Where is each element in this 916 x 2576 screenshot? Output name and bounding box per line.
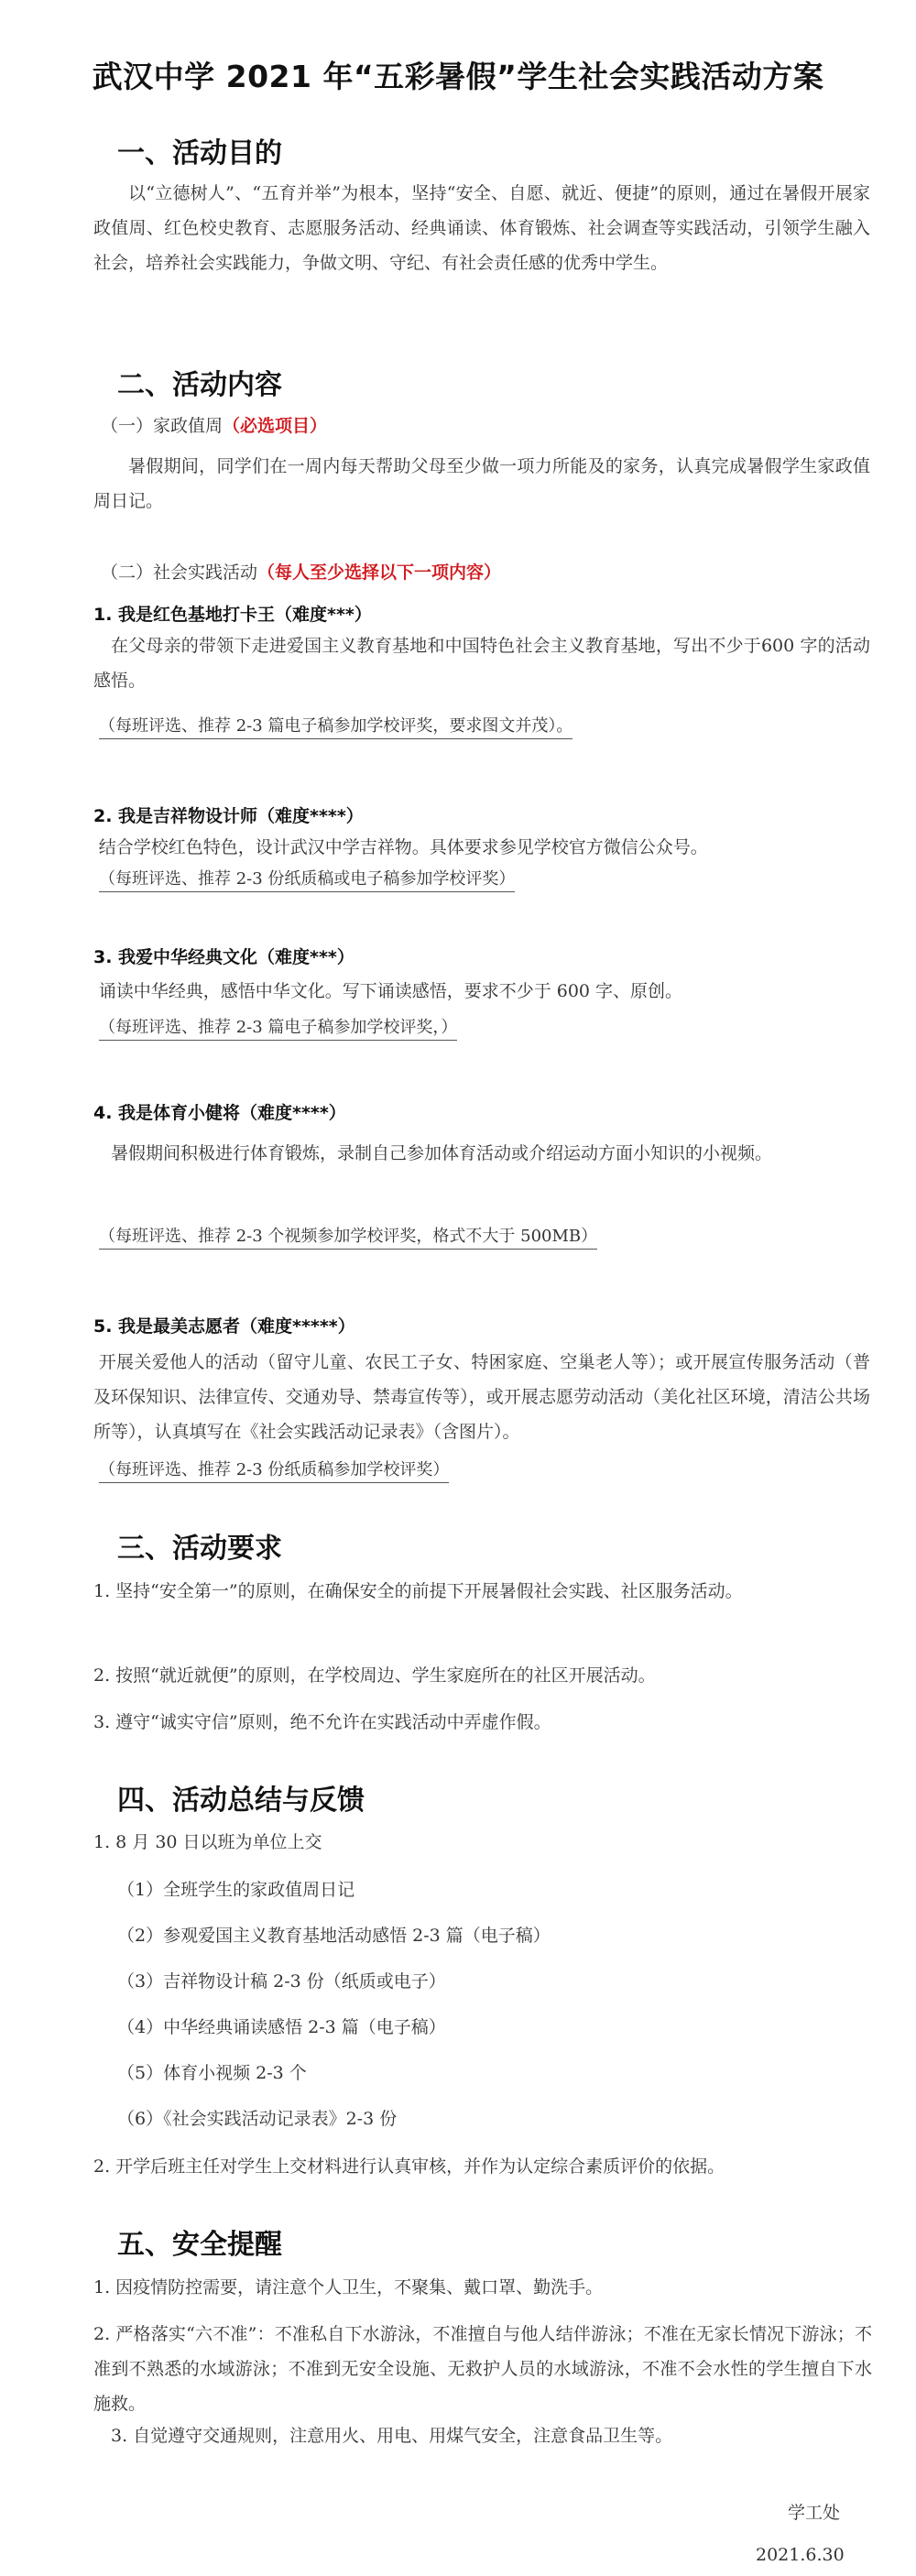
subsection-social-practice [101,559,501,584]
signature-date: 2021.6.30 [756,2545,845,2565]
activity-note: （每班评选、推荐 2-3 份纸质稿参加学校评奖） [99,1457,449,1483]
activity-title: 5. 我是最美志愿者（难度*****） [93,1316,355,1337]
activity-note: （每班评选、推荐 2-3 份纸质稿或电子稿参加学校评奖） [99,866,515,892]
section-heading-summary: 四、活动总结与反馈 [117,1785,365,1817]
section-heading-requirements: 三、活动要求 [117,1533,282,1565]
safety-item: 1. 因疫情防控需要，请注意个人卫生，不聚集、戴口罩、勤洗手。 [93,2277,604,2298]
summary-subitem: （2）参观爱国主义教育基地活动感悟 2-3 篇（电子稿） [117,1926,551,1946]
document-title: 武汉中学 2021 年“五彩暑假”学生社会实践活动方案 [92,59,824,94]
activity-description: 在父母亲的带领下走进爱国主义教育基地和中国特色社会主义教育基地，写出不少于600 字的活动感悟。 [93,636,870,691]
activity-title: 2. 我是吉祥物设计师（难度****） [93,806,364,826]
signature-department: 学工处 [788,2503,841,2523]
requirement-item: 3. 遵守“诚实守信”原则，绝不允许在实践活动中弄虚作假。 [93,1712,551,1732]
section-heading-purpose: 一、活动目的 [117,137,282,169]
purpose-paragraph: 以“立德树人”、“五育并举”为根本，坚持“安全、自愿、就近、便捷”的原则，通过在暑假开展家政值周、红色校史教育、志愿服务活动、经典诵读、体育锻炼、社会调查等实践活动，引领学生融入社会，培养社会实践能力，争做文明、守纪、有社会责任感的优秀中学生。 [93,183,870,273]
subsection-label: （一）家政值周 [101,416,224,436]
summary-tail: 2. 开学后班主任对学生上交材料进行认真审核，并作为认定综合素质评价的依据。 [93,2156,725,2177]
choice-tag: （每人至少选择以下一项内容） [257,562,502,583]
activity-description: 结合学校红色特色，设计武汉中学吉祥物。具体要求参见学校官方微信公众号。 [98,837,708,857]
summary-subitem: （3）吉祥物设计稿 2-3 份（纸质或电子） [117,1971,446,1992]
activity-title: 1. 我是红色基地打卡王（难度***） [93,605,372,625]
activity-title: 4. 我是体育小健将（难度****） [93,1103,346,1123]
requirement-item: 2. 按照“就近就便”的原则，在学校周边、学生家庭所在的社区开展活动。 [93,1665,656,1686]
summary-subitem: （4）中华经典诵读感悟 2-3 篇（电子稿） [117,2017,446,2037]
summary-subitem: （6）《社会实践活动记录表》2-3 份 [117,2109,398,2129]
activity-note: （每班评选、推荐 2-3 个视频参加学校评奖，格式不大于 500MB） [99,1223,597,1250]
housework-paragraph: 暑假期间，同学们在一周内每天帮助父母至少做一项力所能及的家务，认真完成暑假学生家政值周日记。 [93,456,870,511]
required-tag: （必选项目） [223,416,328,436]
activity-description: 开展关爱他人的活动（留守儿童、农民工子女、特困家庭、空巢老人等）；或开展宣传服务活动（普及环保知识、法律宣传、交通劝导、禁毒宣传等），或开展志愿劳动活动（美化社区环境，清洁公共场所等），认真填写在《社会实践活动记录表》（含图片）。 [93,1352,870,1442]
activity-note: （每班评选、推荐 2-3 篇电子稿参加学校评奖，） [99,1014,457,1041]
safety-item: 2. 严格落实“六不准”：不准私自下水游泳，不准擅自与他人结伴游泳；不准在无家长情况下游泳；不准到不熟悉的水域游泳；不准到无安全设施、无救护人员的水域游泳，不准不会水性的学生擅自下水施救。 [93,2324,872,2414]
activity-note: （每班评选、推荐 2-3 篇电子稿参加学校评奖，要求图文并茂）。 [99,713,572,739]
activity-description: 暑假期间积极进行体育锻炼，录制自己参加体育活动或介绍运动方面小知识的小视频。 [111,1143,773,1163]
activity-title: 3. 我爱中华经典文化（难度***） [93,947,354,967]
summary-subitem: （1）全班学生的家政值周日记 [117,1880,355,1900]
summary-lead: 1. 8 月 30 日以班为单位上交 [93,1832,322,1852]
requirement-item: 1. 坚持“安全第一”的原则，在确保安全的前提下开展暑假社会实践、社区服务活动。 [93,1581,743,1601]
activity-description: 诵读中华经典，感悟中华文化。写下诵读感悟，要求不少于 600 字、原创。 [98,981,683,1001]
section-heading-content: 二、活动内容 [117,369,282,401]
subsection-housework-week [101,412,327,437]
safety-item: 3. 自觉遵守交通规则，注意用火、用电、用煤气安全，注意食品卫生等。 [111,2426,673,2446]
section-heading-safety: 五、安全提醒 [117,2229,282,2261]
subsection-label: （二）社会实践活动 [101,562,258,583]
summary-subitem: （5）体育小视频 2-3 个 [117,2063,307,2083]
